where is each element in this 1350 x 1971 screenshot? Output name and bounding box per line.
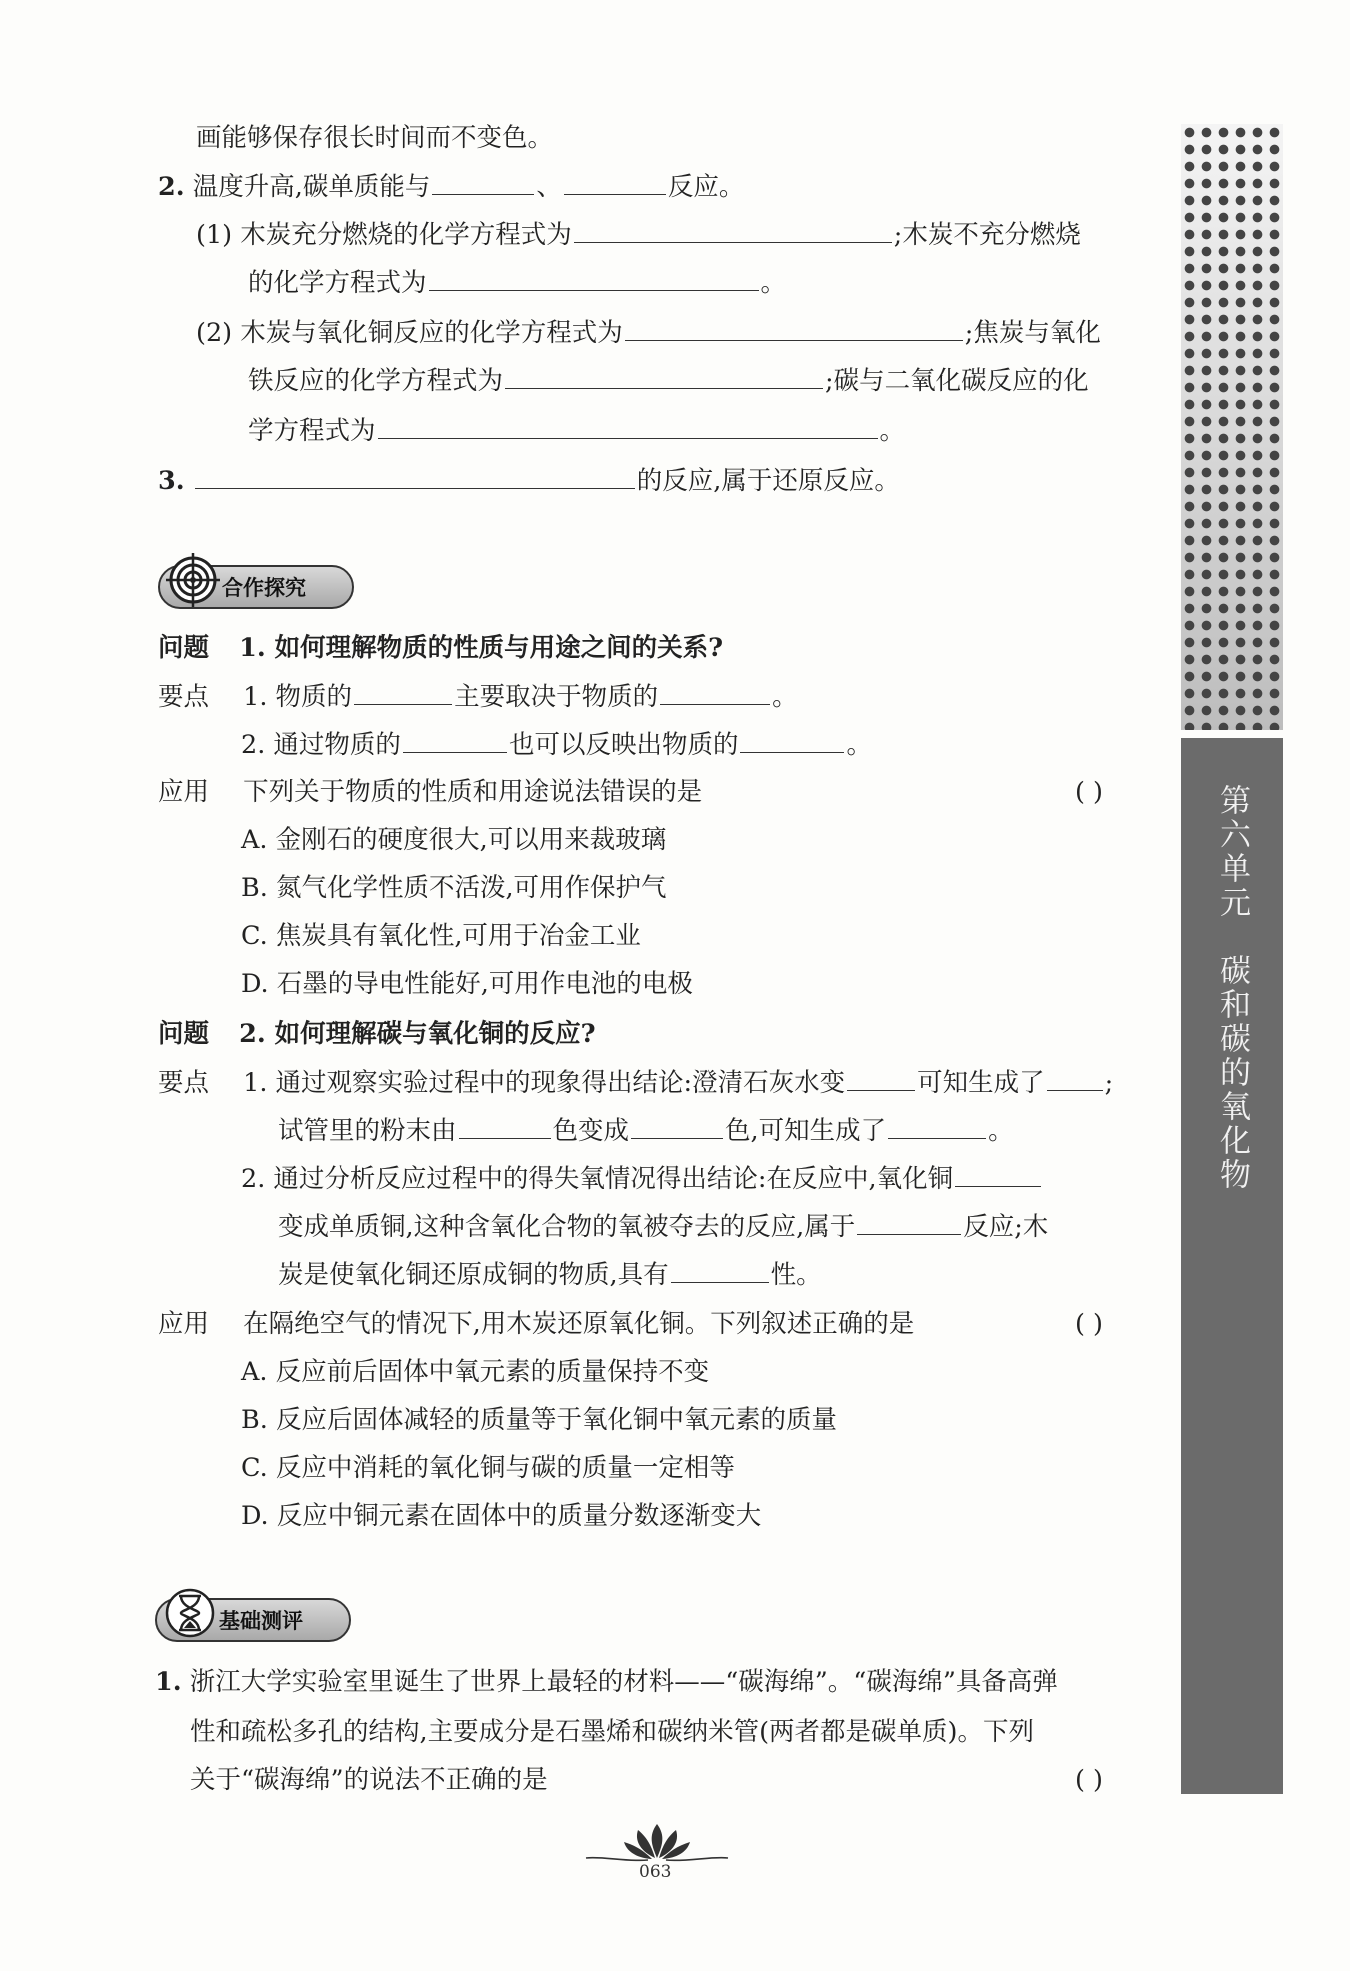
key-point-2	[241, 726, 872, 763]
text: 1. 通过观察实验过程中的现象得出结论:澄清石灰水变	[243, 1068, 846, 1098]
chapter-sidebar	[1181, 124, 1283, 1794]
question-number: 1.	[155, 1667, 182, 1697]
answer-blank[interactable]	[625, 314, 963, 341]
answer-parentheses[interactable]: ( )	[1075, 1309, 1104, 1339]
text: 可知生成了	[917, 1068, 1045, 1098]
question-2-1	[196, 216, 1081, 253]
section-header-basic-test	[155, 1598, 351, 1642]
text: 。	[988, 1116, 1014, 1146]
option-a[interactable]: A. 金刚石的硬度很大,可以用来裁玻璃	[241, 825, 667, 855]
question-2-2-cont2	[248, 412, 905, 449]
answer-blank[interactable]	[505, 362, 823, 389]
answer-blank[interactable]	[1047, 1064, 1103, 1091]
test-question-1-cont: 性和疏松多孔的结构,主要成分是石墨烯和碳纳米管(两者都是碳单质)。下列	[190, 1717, 1035, 1747]
text: 试管里的粉末由	[278, 1116, 457, 1146]
option-c[interactable]: C. 焦炭具有氧化性,可用于冶金工业	[241, 921, 641, 951]
answer-blank[interactable]	[857, 1208, 961, 1235]
problem-1	[158, 630, 723, 666]
text: 变成单质铜,这种含氧化合物的氧被夺去的反应,属于	[278, 1212, 856, 1242]
answer-blank[interactable]	[195, 462, 635, 489]
text: 反应;木	[963, 1212, 1049, 1242]
option-a[interactable]: A. 反应前后固体中氧元素的质量保持不变	[241, 1357, 710, 1387]
question-number: 3.	[158, 466, 185, 496]
text: 炭是使氧化铜还原成铜的物质,具有	[278, 1260, 669, 1290]
text: 1. 物质的	[243, 682, 353, 712]
answer-blank[interactable]	[403, 726, 507, 753]
answer-blank[interactable]	[955, 1160, 1041, 1187]
problem-title: 2. 如何理解碳与氧化铜的反应?	[239, 1019, 596, 1049]
text: ;焦炭与氧化	[964, 318, 1101, 348]
answer-blank[interactable]	[671, 1256, 769, 1283]
problem-title: 1. 如何理解物质的性质与用途之间的关系?	[239, 633, 724, 663]
key-point-2	[241, 1160, 1043, 1197]
answer-blank[interactable]	[660, 678, 770, 705]
answer-blank[interactable]	[574, 216, 892, 243]
key-point-1	[158, 678, 798, 715]
test-question-1-cont2: 关于“碳海绵”的说法不正确的是	[190, 1765, 548, 1795]
text: 2. 通过物质的	[241, 730, 401, 760]
text: 色变成	[552, 1116, 630, 1146]
sidebar-pattern	[1181, 124, 1283, 730]
option-b[interactable]: B. 氮气化学性质不活泼,可用作保护气	[241, 873, 667, 903]
key-point-2-cont2	[278, 1256, 822, 1293]
answer-parentheses[interactable]: ( )	[1075, 1765, 1104, 1795]
text: 。	[879, 416, 906, 446]
text-line: 画能够保存很长时间而不变色。	[196, 123, 554, 153]
hourglass-icon	[163, 1586, 217, 1640]
test-question-1	[155, 1664, 1058, 1700]
application-1	[158, 774, 702, 810]
key-point-1	[158, 1064, 1113, 1101]
page-number: 063	[639, 1862, 672, 1882]
question-2-1-cont	[248, 264, 786, 301]
target-icon	[166, 553, 220, 607]
section-title: 合作探究	[222, 576, 306, 600]
text: 铁反应的化学方程式为	[248, 366, 504, 396]
text: 。	[772, 682, 798, 712]
section-title: 基础测评	[219, 1609, 303, 1633]
key-point-1-cont	[278, 1112, 1014, 1149]
question-2-2	[196, 314, 1101, 351]
text: ;	[1104, 1068, 1114, 1098]
answer-blank[interactable]	[888, 1112, 986, 1139]
answer-blank[interactable]	[378, 412, 878, 439]
option-d[interactable]: D. 反应中铜元素在固体中的质量分数逐渐变大	[241, 1501, 762, 1531]
text: 。	[846, 730, 872, 760]
problem-label: 问题	[158, 1019, 210, 1049]
application-2	[158, 1306, 914, 1342]
application-question: 下列关于物质的性质和用途说法错误的是	[243, 777, 703, 807]
section-header-cooperation	[158, 565, 354, 609]
text: ;碳与二氧化碳反应的化	[825, 366, 1089, 396]
problem-label: 问题	[158, 633, 210, 663]
text: 、	[536, 172, 562, 202]
text: 色,可知生成了	[725, 1116, 887, 1146]
text: (1) 木炭充分燃烧的化学方程式为	[196, 220, 572, 250]
question-number: 2.	[158, 172, 185, 202]
text: (2) 木炭与氧化铜反应的化学方程式为	[196, 318, 623, 348]
answer-blank[interactable]	[429, 264, 759, 291]
problem-2	[158, 1016, 596, 1052]
text: 浙江大学实验室里诞生了世界上最轻的材料——“碳海绵”。“碳海绵”具备高弹	[189, 1667, 1058, 1697]
text: 性。	[770, 1260, 822, 1290]
key-point-2-cont	[278, 1208, 1048, 1245]
text: 反应。	[667, 172, 745, 202]
text: 的化学方程式为	[248, 268, 427, 298]
answer-blank[interactable]	[847, 1064, 915, 1091]
text: 2. 通过分析反应过程中的得失氧情况得出结论:在反应中,氧化铜	[241, 1164, 954, 1194]
option-c[interactable]: C. 反应中消耗的氧化铜与碳的质量一定相等	[241, 1453, 735, 1483]
option-d[interactable]: D. 石墨的导电性能好,可用作电池的电极	[241, 969, 693, 999]
text: 也可以反映出物质的	[508, 730, 739, 760]
answer-blank[interactable]	[459, 1112, 551, 1139]
application-question: 在隔绝空气的情况下,用木炭还原氧化铜。下列叙述正确的是	[243, 1309, 915, 1339]
text: 。	[760, 268, 787, 298]
application-label: 应用	[158, 1309, 210, 1339]
application-label: 应用	[158, 777, 210, 807]
answer-blank[interactable]	[354, 678, 452, 705]
answer-blank[interactable]	[432, 168, 534, 195]
answer-blank[interactable]	[631, 1112, 723, 1139]
option-b[interactable]: B. 反应后固体减轻的质量等于氧化铜中氧元素的质量	[241, 1405, 837, 1435]
text: 学方程式为	[248, 416, 376, 446]
question-2	[158, 168, 744, 205]
text: 温度升高,碳单质能与	[192, 172, 431, 202]
question-3	[158, 462, 900, 499]
text: ;木炭不充分燃烧	[893, 220, 1081, 250]
flower-ornament-icon	[582, 1822, 732, 1862]
key-label: 要点	[158, 1068, 210, 1098]
question-2-2-cont	[248, 362, 1089, 399]
answer-blank[interactable]	[564, 168, 666, 195]
answer-parentheses[interactable]: ( )	[1075, 777, 1104, 807]
chapter-title: 第六单元 碳和碳的氧化物	[1214, 784, 1250, 1192]
text: 的反应,属于还原反应。	[636, 466, 900, 496]
key-label: 要点	[158, 682, 210, 712]
text: 主要取决于物质的	[454, 682, 659, 712]
answer-blank[interactable]	[740, 726, 844, 753]
